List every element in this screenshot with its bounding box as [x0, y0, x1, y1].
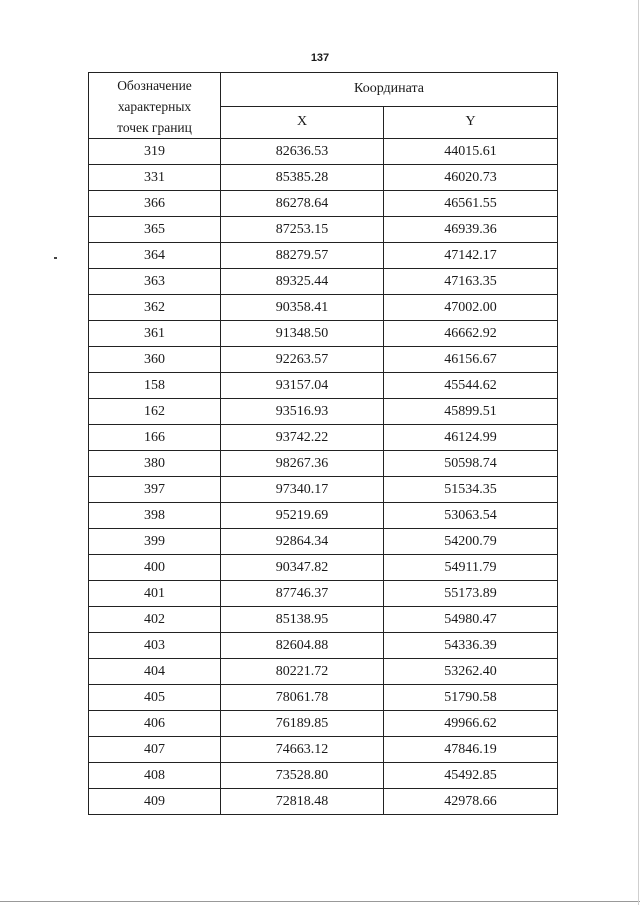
y-coordinate-cell: 46939.36 [384, 217, 558, 243]
coordinates-table [88, 72, 558, 815]
table-row [89, 763, 558, 789]
x-coordinate-cell: 85385.28 [221, 165, 384, 191]
page-number: 137 [310, 52, 330, 64]
coordinates-table-container [88, 72, 557, 815]
point-cell: 407 [89, 737, 221, 763]
designation-header-line: характерных [117, 99, 192, 114]
x-coordinate-cell: 91348.50 [221, 321, 384, 347]
y-coordinate-cell: 42978.66 [384, 789, 558, 815]
y-coordinate-cell: 45492.85 [384, 763, 558, 789]
designation-header-line: точек границ [117, 120, 192, 135]
x-coordinate-cell: 87746.37 [221, 581, 384, 607]
table-row [89, 165, 558, 191]
x-coordinate-cell: 72818.48 [221, 789, 384, 815]
x-coordinate-cell: 88279.57 [221, 243, 384, 269]
point-cell: 366 [89, 191, 221, 217]
point-cell: 404 [89, 659, 221, 685]
point-cell: 319 [89, 139, 221, 165]
table-row [89, 685, 558, 711]
table-row [89, 737, 558, 763]
point-cell: 398 [89, 503, 221, 529]
table-row [89, 373, 558, 399]
y-coordinate-cell: 50598.74 [384, 451, 558, 477]
table-row [89, 555, 558, 581]
table-row [89, 477, 558, 503]
table-row [89, 659, 558, 685]
y-coordinate-cell: 54911.79 [384, 555, 558, 581]
y-column-header: Y [384, 106, 558, 138]
y-coordinate-cell: 44015.61 [384, 139, 558, 165]
point-cell: 403 [89, 633, 221, 659]
x-coordinate-cell: 73528.80 [221, 763, 384, 789]
x-coordinate-cell: 92864.34 [221, 529, 384, 555]
table-row [89, 191, 558, 217]
y-coordinate-cell: 46156.67 [384, 347, 558, 373]
point-cell: 331 [89, 165, 221, 191]
y-coordinate-cell: 54200.79 [384, 529, 558, 555]
x-coordinate-cell: 76189.85 [221, 711, 384, 737]
point-cell: 361 [89, 321, 221, 347]
y-coordinate-cell: 51534.35 [384, 477, 558, 503]
scan-edge-right [638, 0, 639, 905]
y-coordinate-cell: 47163.35 [384, 269, 558, 295]
table-row [89, 711, 558, 737]
y-coordinate-cell: 53262.40 [384, 659, 558, 685]
table-row [89, 607, 558, 633]
x-column-header: X [221, 106, 384, 138]
point-cell: 380 [89, 451, 221, 477]
point-cell: 405 [89, 685, 221, 711]
x-coordinate-cell: 74663.12 [221, 737, 384, 763]
y-coordinate-cell: 53063.54 [384, 503, 558, 529]
point-cell: 408 [89, 763, 221, 789]
point-cell: 406 [89, 711, 221, 737]
table-row [89, 321, 558, 347]
y-coordinate-cell: 47142.17 [384, 243, 558, 269]
y-coordinate-cell: 47846.19 [384, 737, 558, 763]
point-cell: 409 [89, 789, 221, 815]
designation-header [89, 73, 221, 139]
x-coordinate-cell: 92263.57 [221, 347, 384, 373]
table-row [89, 243, 558, 269]
table-row [89, 451, 558, 477]
point-cell: 166 [89, 425, 221, 451]
table-header [89, 73, 558, 139]
y-coordinate-cell: 55173.89 [384, 581, 558, 607]
table-row [89, 399, 558, 425]
scan-speck [54, 257, 57, 259]
y-coordinate-cell: 45544.62 [384, 373, 558, 399]
x-coordinate-cell: 97340.17 [221, 477, 384, 503]
point-cell: 400 [89, 555, 221, 581]
point-cell: 363 [89, 269, 221, 295]
y-coordinate-cell: 47002.00 [384, 295, 558, 321]
x-coordinate-cell: 87253.15 [221, 217, 384, 243]
y-coordinate-cell: 46561.55 [384, 191, 558, 217]
y-coordinate-cell: 54336.39 [384, 633, 558, 659]
point-cell: 397 [89, 477, 221, 503]
table-row [89, 269, 558, 295]
table-row [89, 503, 558, 529]
point-cell: 158 [89, 373, 221, 399]
table-row [89, 529, 558, 555]
x-coordinate-cell: 90358.41 [221, 295, 384, 321]
x-coordinate-cell: 93516.93 [221, 399, 384, 425]
point-cell: 365 [89, 217, 221, 243]
scan-edge-bottom [0, 901, 640, 902]
x-coordinate-cell: 80221.72 [221, 659, 384, 685]
table-row [89, 581, 558, 607]
x-coordinate-cell: 90347.82 [221, 555, 384, 581]
x-coordinate-cell: 98267.36 [221, 451, 384, 477]
y-coordinate-cell: 46020.73 [384, 165, 558, 191]
table-row [89, 789, 558, 815]
x-coordinate-cell: 93742.22 [221, 425, 384, 451]
x-coordinate-cell: 85138.95 [221, 607, 384, 633]
x-coordinate-cell: 93157.04 [221, 373, 384, 399]
y-coordinate-cell: 49966.62 [384, 711, 558, 737]
coordinate-header: Координата [221, 73, 558, 107]
x-coordinate-cell: 95219.69 [221, 503, 384, 529]
y-coordinate-cell: 46124.99 [384, 425, 558, 451]
table-row [89, 425, 558, 451]
table-row [89, 217, 558, 243]
x-coordinate-cell: 89325.44 [221, 269, 384, 295]
point-cell: 401 [89, 581, 221, 607]
table-row [89, 347, 558, 373]
point-cell: 364 [89, 243, 221, 269]
y-coordinate-cell: 51790.58 [384, 685, 558, 711]
point-cell: 399 [89, 529, 221, 555]
y-coordinate-cell: 45899.51 [384, 399, 558, 425]
point-cell: 162 [89, 399, 221, 425]
x-coordinate-cell: 78061.78 [221, 685, 384, 711]
y-coordinate-cell: 54980.47 [384, 607, 558, 633]
table-body [89, 139, 558, 815]
y-coordinate-cell: 46662.92 [384, 321, 558, 347]
x-coordinate-cell: 82636.53 [221, 139, 384, 165]
table-row [89, 295, 558, 321]
table-row [89, 633, 558, 659]
x-coordinate-cell: 82604.88 [221, 633, 384, 659]
table-row [89, 139, 558, 165]
x-coordinate-cell: 86278.64 [221, 191, 384, 217]
point-cell: 402 [89, 607, 221, 633]
point-cell: 362 [89, 295, 221, 321]
designation-header-line: Обозначение [117, 78, 192, 93]
point-cell: 360 [89, 347, 221, 373]
